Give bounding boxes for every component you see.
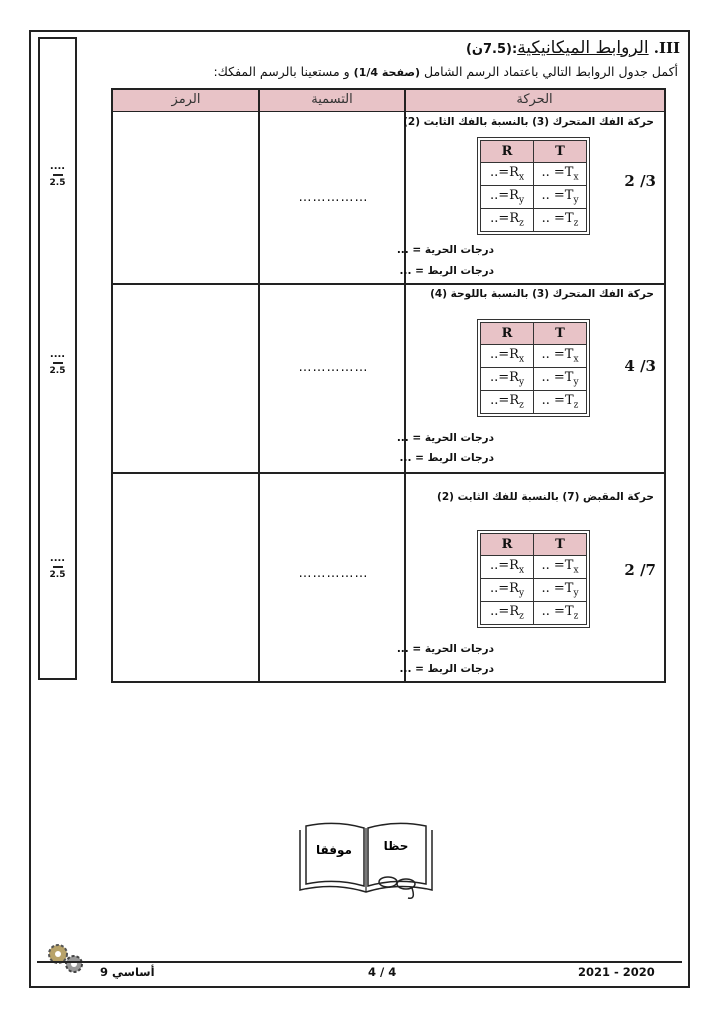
header-name: التسمية (259, 90, 405, 112)
tx-cell: $T_x=$ .. (534, 163, 587, 186)
footer-grade: 9 أساسي (100, 965, 155, 979)
rx-cell: $R_x=$.. (481, 556, 534, 579)
section-points: :(7.5ن) (465, 42, 518, 57)
ry-cell: $R_y=$.. (481, 368, 534, 391)
name-blank: …………… (298, 360, 369, 375)
rz-cell: $R_z=$.. (481, 602, 534, 625)
ty-cell: $T_y=$ .. (534, 579, 587, 602)
t-header: T (534, 323, 587, 345)
t-header: T (534, 534, 587, 556)
open-book-icon (298, 820, 434, 900)
score-value: 2.5 (49, 570, 66, 580)
degrees-freedom: درجات الحرية = ... (396, 244, 494, 256)
rt-table (480, 322, 587, 414)
score-box-3 (40, 554, 75, 582)
score-dots: .... (49, 553, 66, 564)
rt-table-wrap (477, 137, 590, 235)
section-number: III. (653, 39, 680, 57)
section-title: الروابط الميكانيكية (517, 38, 649, 58)
ry-cell: $R_y=$.. (481, 186, 534, 209)
instruction-part: و مستعينا بالرسم المفكك: (213, 64, 350, 79)
book-right-word: موفقا (316, 843, 352, 857)
motion-title: حركة الفك المتحرك (3) بالنسبة باللوحة (4) (430, 288, 654, 300)
degrees-freedom: درجات الحرية = ... (396, 643, 494, 655)
degrees-links: درجات الربط = ... (399, 663, 494, 675)
header-symbol: الرمز (113, 90, 259, 112)
rt-table-wrap (477, 319, 590, 417)
motion-title: حركة المقبض (7) بالنسبة للفك الثابت (2) (437, 491, 654, 503)
rt-table (480, 533, 587, 625)
gears-icon (42, 940, 90, 976)
tz-cell: $T_z=$ .. (534, 209, 587, 232)
ty-cell: $T_y=$ .. (534, 368, 587, 391)
r-header: R (481, 323, 534, 345)
motion-title: حركة الفك المتحرك (3) بالنسبة بالفك الثابت (2) (403, 116, 654, 128)
motion-cell-2 (396, 284, 664, 472)
ty-cell: $T_y=$ .. (534, 186, 587, 209)
instruction-ref: (صفحة 1/4) (353, 66, 421, 79)
score-dots: .... (49, 161, 66, 172)
tz-cell: $T_z=$ .. (534, 391, 587, 414)
rt-table-wrap (477, 530, 590, 628)
footer-year: 2021 - 2020 (578, 965, 655, 979)
r-header: R (481, 534, 534, 556)
score-column (38, 37, 77, 680)
score-value: 2.5 (49, 366, 66, 376)
book-left-word: حظا (383, 839, 409, 853)
score-value: 2.5 (49, 178, 66, 188)
score-box-1 (40, 162, 75, 190)
degrees-links: درجات الربط = ... (399, 265, 494, 277)
footer-rule (37, 961, 682, 963)
degrees-freedom: درجات الحرية = ... (396, 432, 494, 444)
motion-cell-3 (396, 473, 664, 681)
tx-cell: $T_x=$ .. (534, 345, 587, 368)
r-header: R (481, 141, 534, 163)
rx-cell: $R_x=$.. (481, 345, 534, 368)
degrees-links: درجات الربط = ... (399, 452, 494, 464)
name-blank: …………… (298, 190, 369, 205)
tx-cell: $T_x=$ .. (534, 556, 587, 579)
ry-cell: $R_y=$.. (481, 579, 534, 602)
name-blank: …………… (298, 566, 369, 581)
section-heading (466, 38, 680, 58)
motion-cell-1 (396, 112, 664, 283)
tz-cell: $T_z=$ .. (534, 602, 587, 625)
score-box-2 (40, 350, 75, 378)
rz-cell: $R_z=$.. (481, 391, 534, 414)
footer-page: 4 / 4 (368, 965, 397, 979)
rx-cell: $R_x=$.. (481, 163, 534, 186)
part-ratio: 2 /3 (624, 172, 656, 190)
rz-cell: $R_z=$.. (481, 209, 534, 232)
t-header: T (534, 141, 587, 163)
header-motion: الحركة (405, 90, 664, 112)
part-ratio: 2 /7 (624, 561, 656, 579)
part-ratio: 4 /3 (624, 357, 656, 375)
links-table (111, 88, 666, 683)
instruction-text (213, 64, 678, 79)
score-dots: .... (49, 349, 66, 360)
instruction-part: أكمل جدول الروابط التالي باعتماد الرسم الشامل (424, 64, 678, 79)
rt-table (480, 140, 587, 232)
